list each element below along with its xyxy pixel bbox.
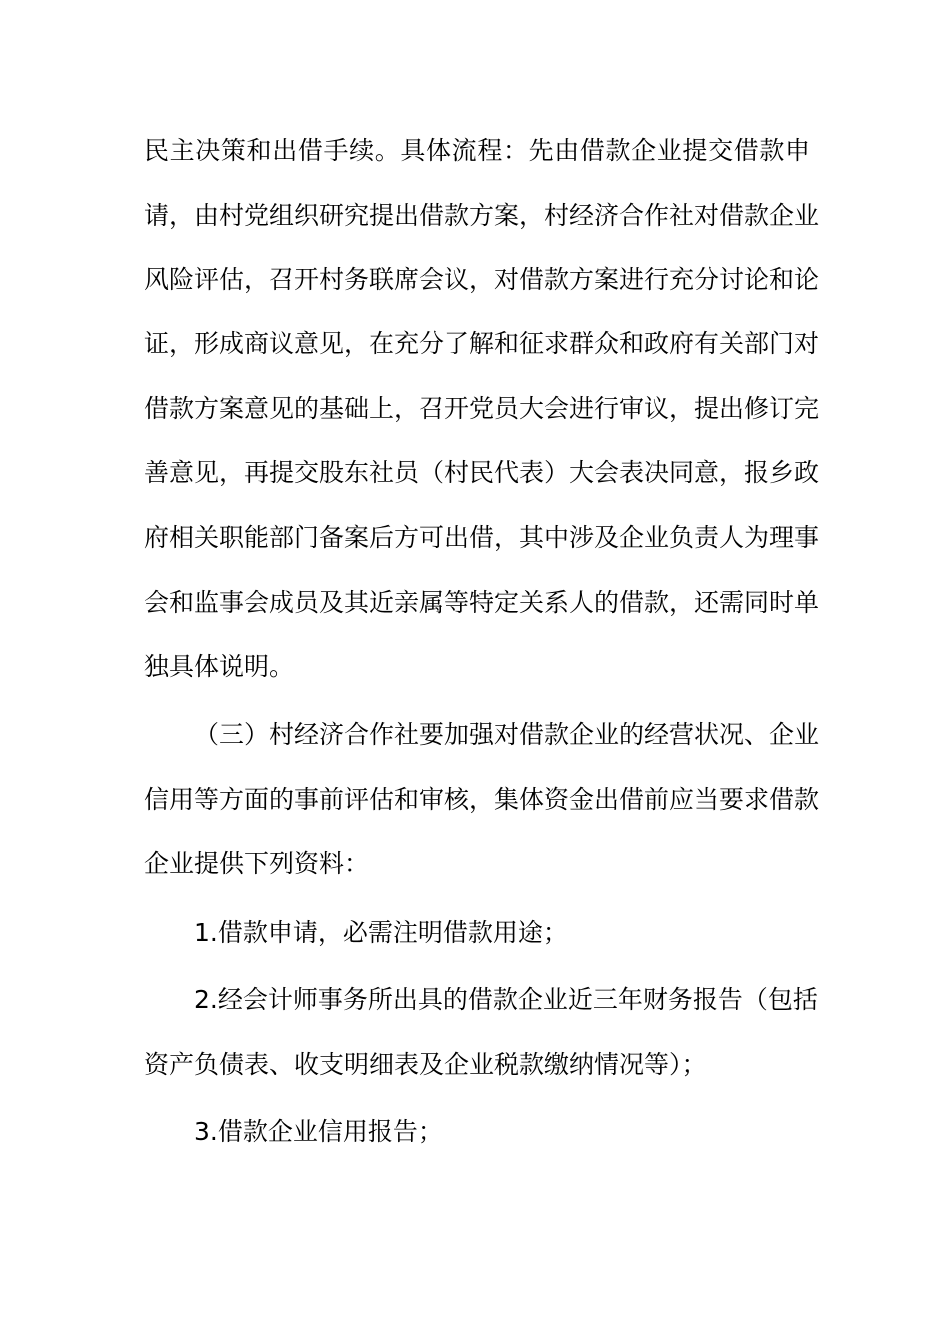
text-line: 借款方案意见的基础上，召开党员大会进行审议，提出修订完 [144, 394, 820, 423]
text-line: 善意见，再提交股东社员（村民代表）大会表决同意，报乡政 [144, 458, 820, 487]
text-line: 请，由村党组织研究提出借款方案，村经济合作社对借款企业 [144, 201, 820, 230]
text-line: 证，形成商议意见，在充分了解和征求群众和政府有关部门对 [144, 329, 820, 358]
text-line: 企业提供下列资料： [144, 849, 370, 878]
list-item-text: 2.经会计师事务所出具的借款企业近三年财务报告（包括 [194, 985, 818, 1014]
text-line: 独具体说明。 [144, 652, 295, 681]
text-line: 府相关职能部门备案后方可出借，其中涉及企业负责人为理事 [144, 523, 820, 552]
text-line: 风险评估，召开村务联席会议，对借款方案进行充分讨论和论 [144, 265, 820, 294]
text-line: 民主决策和出借手续。具体流程：先由借款企业提交借款申 [144, 136, 810, 165]
text-line: 会和监事会成员及其近亲属等特定关系人的借款，还需同时单 [144, 588, 820, 617]
text-line: 信用等方面的事前评估和审核，集体资金出借前应当要求借款 [144, 785, 820, 814]
section-heading-line: （三）村经济合作社要加强对借款企业的经营状况、企业 [194, 720, 820, 749]
list-item-text: 资产负债表、收支明细表及企业税款缴纳情况等）； [144, 1050, 707, 1079]
list-item-text: 3.借款企业信用报告； [194, 1117, 443, 1146]
list-item-text: 1.借款申请，必需注明借款用途； [194, 918, 568, 947]
